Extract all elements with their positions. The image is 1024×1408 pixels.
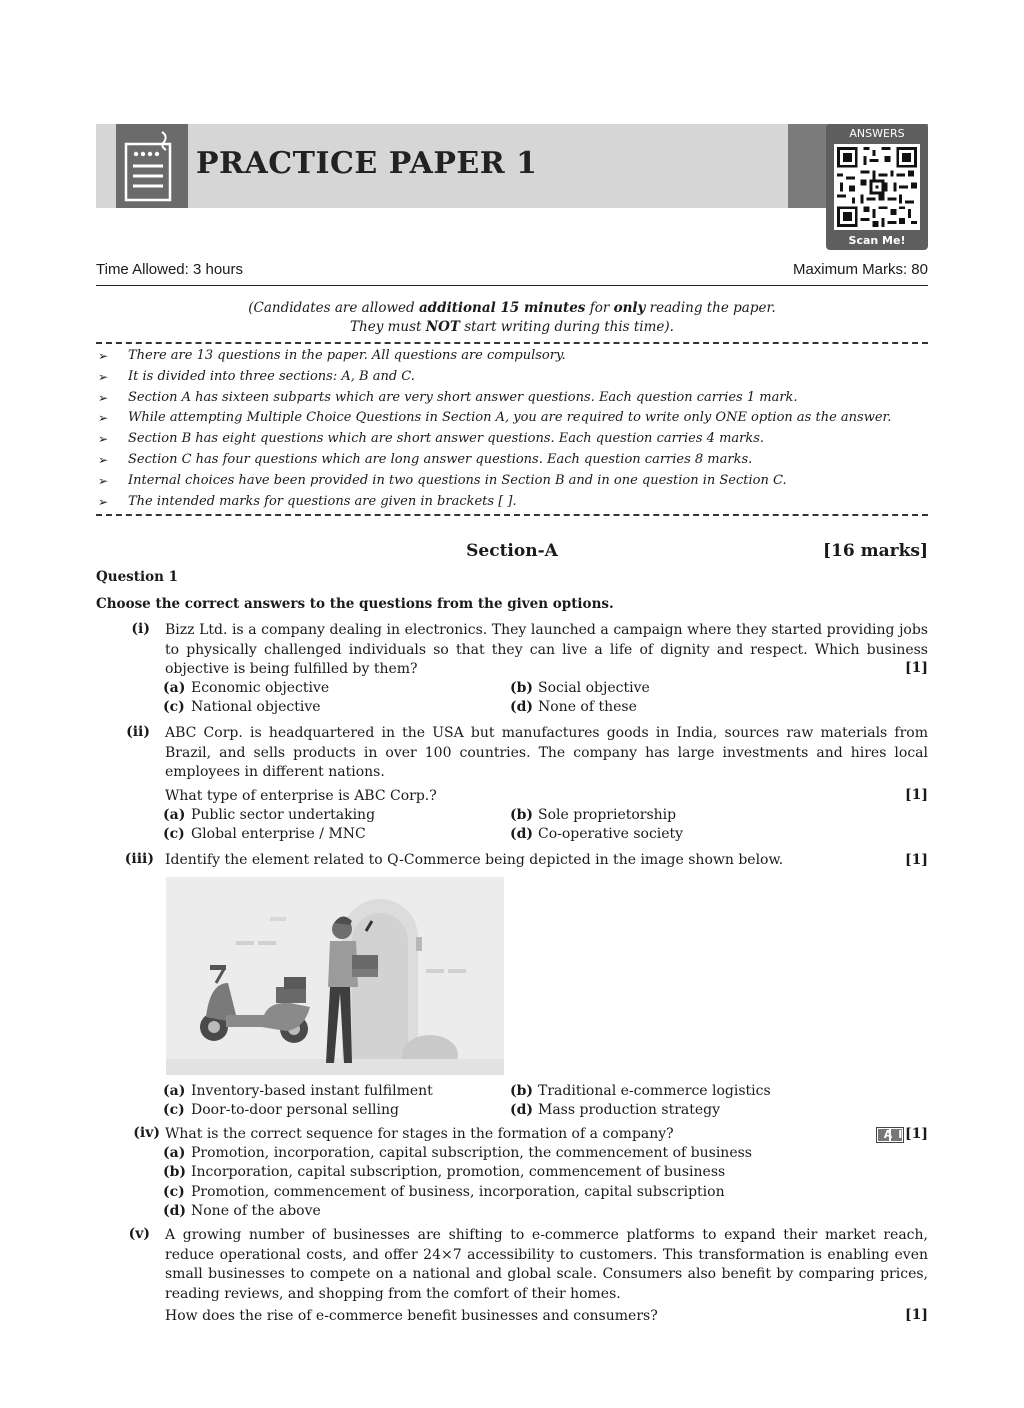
option-text: Sole proprietorship: [538, 807, 677, 823]
option-text: Promotion, commencement of business, incorporation, capital subscription: [191, 1184, 725, 1200]
note-emphasis: only: [613, 300, 646, 316]
arrow-bullet-icon: ➢: [98, 473, 109, 488]
option-text: Traditional e-commerce logistics: [538, 1083, 771, 1099]
arrow-bullet-icon: ➢: [98, 432, 109, 447]
subquestion-number: (v): [128, 1226, 150, 1242]
option-label: (c): [163, 826, 185, 842]
page-title: PRACTICE PAPER 1: [196, 146, 538, 181]
arrow-bullet-icon: ➢: [98, 349, 109, 363]
option-label: (b): [510, 1083, 534, 1099]
option-text: Co-operative society: [538, 826, 684, 842]
instruction-text: Section B has eight questions which are short answer questions. Each question carries 4 marks.: [128, 431, 765, 447]
option-text: Promotion, incorporation, capital subscription, the commencement of business: [191, 1145, 752, 1161]
instruction-item: [96, 450, 928, 471]
option-label: (c): [163, 1102, 185, 1118]
section-title: Section-A: [466, 541, 558, 561]
note-text: for: [585, 300, 614, 316]
instruction-item: [96, 471, 928, 492]
question-mark: [1]: [905, 852, 928, 868]
subquestion-text: ABC Corp. is headquartered in the USA but manufactures goods in India, sources raw materials from Brazil, and sells products in over 100 countries. The company has large investments and hires local employees in different nations.: [165, 725, 928, 780]
section-marks: [16 marks]: [823, 541, 928, 561]
question-mark: [1]: [905, 660, 928, 676]
instruction-text: The intended marks for questions are given in brackets [ ].: [128, 493, 517, 509]
subquestion-number: (ii): [126, 724, 150, 740]
instruction-item: [96, 388, 928, 409]
option-label: (a): [163, 1145, 186, 1161]
option-label: (a): [163, 680, 186, 696]
arrow-bullet-icon: ➢: [98, 494, 109, 509]
maximum-marks: Maximum Marks: 80: [792, 261, 928, 278]
option-label: (b): [510, 807, 534, 823]
option-label: (a): [163, 807, 186, 823]
option-text: None of the above: [191, 1203, 321, 1219]
instruction-text: It is divided into three sections: A, B and C.: [128, 368, 415, 384]
reading-time-note: [96, 299, 928, 337]
subquestion-prompt: What type of enterprise is ABC Corp.?: [165, 788, 437, 804]
option-label: (c): [163, 1184, 185, 1200]
arrow-bullet-icon: ➢: [98, 369, 109, 384]
instruction-item: [96, 408, 928, 429]
option-text: National objective: [191, 699, 321, 715]
option-text: Mass production strategy: [538, 1102, 721, 1118]
option-text: Social objective: [538, 680, 650, 696]
instruction-text: There are 13 questions in the paper. All questions are compulsory.: [128, 348, 566, 363]
instruction-item: [96, 429, 928, 450]
option-label: (d): [163, 1203, 187, 1219]
instruction-text: Section C has four questions which are long answer questions. Each question carries 8 marks.: [128, 451, 753, 467]
arrow-bullet-icon: ➢: [98, 390, 109, 405]
time-allowed: Time Allowed: 3 hours: [96, 261, 244, 278]
option-label: (b): [510, 680, 534, 696]
instruction-text: Section A has sixteen subparts which are very short answer questions. Each question carries 1 mark.: [128, 389, 798, 405]
option-label: (c): [163, 699, 185, 715]
subquestion-prompt: How does the rise of e-commerce benefit businesses and consumers?: [165, 1308, 658, 1324]
ai-badge-label: AI: [883, 1128, 909, 1141]
note-text: They must: [350, 319, 426, 335]
instruction-item: [96, 367, 928, 388]
qr-answers-label: ANSWERS: [849, 127, 905, 140]
subquestion-number: (iv): [133, 1125, 160, 1141]
option-label: (b): [163, 1164, 187, 1180]
instruction-text: While attempting Multiple Choice Questions in Section A, you are required to write only ONE option as the answer.: [128, 410, 892, 426]
instruction-text: Internal choices have been provided in two questions in Section B and in one question in Section C.: [128, 472, 787, 488]
arrow-bullet-icon: ➢: [98, 411, 109, 426]
note-emphasis: additional 15 minutes: [418, 300, 586, 316]
dashed-divider: [96, 342, 928, 344]
subquestion-text: Identify the element related to Q-Commerce being depicted in the image shown below.: [165, 852, 784, 868]
option-text: Incorporation, capital subscription, promotion, commencement of business: [191, 1164, 726, 1180]
qr-scan-label: Scan Me!: [848, 234, 906, 247]
option-label: (d): [510, 826, 534, 842]
question-mark: [1]: [905, 1307, 928, 1323]
option-text: None of these: [538, 699, 637, 715]
qr-code-icon[interactable]: [834, 144, 920, 230]
option-text: Inventory-based instant fulfilment: [191, 1083, 433, 1099]
instruction-item: [96, 492, 928, 513]
option-label: (d): [510, 699, 534, 715]
dashed-divider: [96, 514, 928, 516]
option-label: (a): [163, 1083, 186, 1099]
divider: [96, 285, 928, 286]
option-text: Door-to-door personal selling: [191, 1102, 399, 1118]
subquestion-text: A growing number of businesses are shifting to e-commerce platforms to expand their market reach, reduce operational costs, and offer 24×7 accessibility to customers. This transformation is enabling even small businesses to compete on a national and global scale. Consumers also benefit by comparing prices, reading reviews, and shopping from the comfort of their homes.: [165, 1227, 928, 1302]
instruction-item: [96, 346, 928, 367]
option-text: Global enterprise / MNC: [191, 826, 366, 842]
note-emphasis: NOT: [425, 319, 460, 335]
paper-icon: [116, 124, 188, 208]
delivery-illustration: [166, 877, 504, 1075]
option-label: (d): [510, 1102, 534, 1118]
question-mark: [1]: [905, 787, 928, 803]
arrow-bullet-icon: ➢: [98, 452, 109, 467]
question-instruction: Choose the correct answers to the questions from the given options.: [96, 596, 614, 612]
note-text: (Candidates are allowed: [248, 300, 419, 316]
option-text: Economic objective: [191, 680, 330, 696]
subquestion-text: What is the correct sequence for stages in the formation of a company?: [165, 1126, 674, 1142]
subquestion-number: (iii): [124, 851, 154, 867]
subquestion-text: Bizz Ltd. is a company dealing in electronics. They launched a campaign where they started providing jobs to physically challenged individuals so that they can live a life of dignity and respect. Which business objective is being fulfilled by them?: [165, 622, 928, 677]
note-text: start writing during this time).: [459, 319, 674, 335]
question-mark: [1]: [905, 1126, 928, 1142]
note-text: reading the paper.: [645, 300, 776, 316]
question-heading: Question 1: [96, 569, 179, 585]
instructions-list: [96, 346, 928, 512]
subquestion-number: (i): [131, 621, 150, 637]
option-text: Public sector undertaking: [191, 807, 376, 823]
